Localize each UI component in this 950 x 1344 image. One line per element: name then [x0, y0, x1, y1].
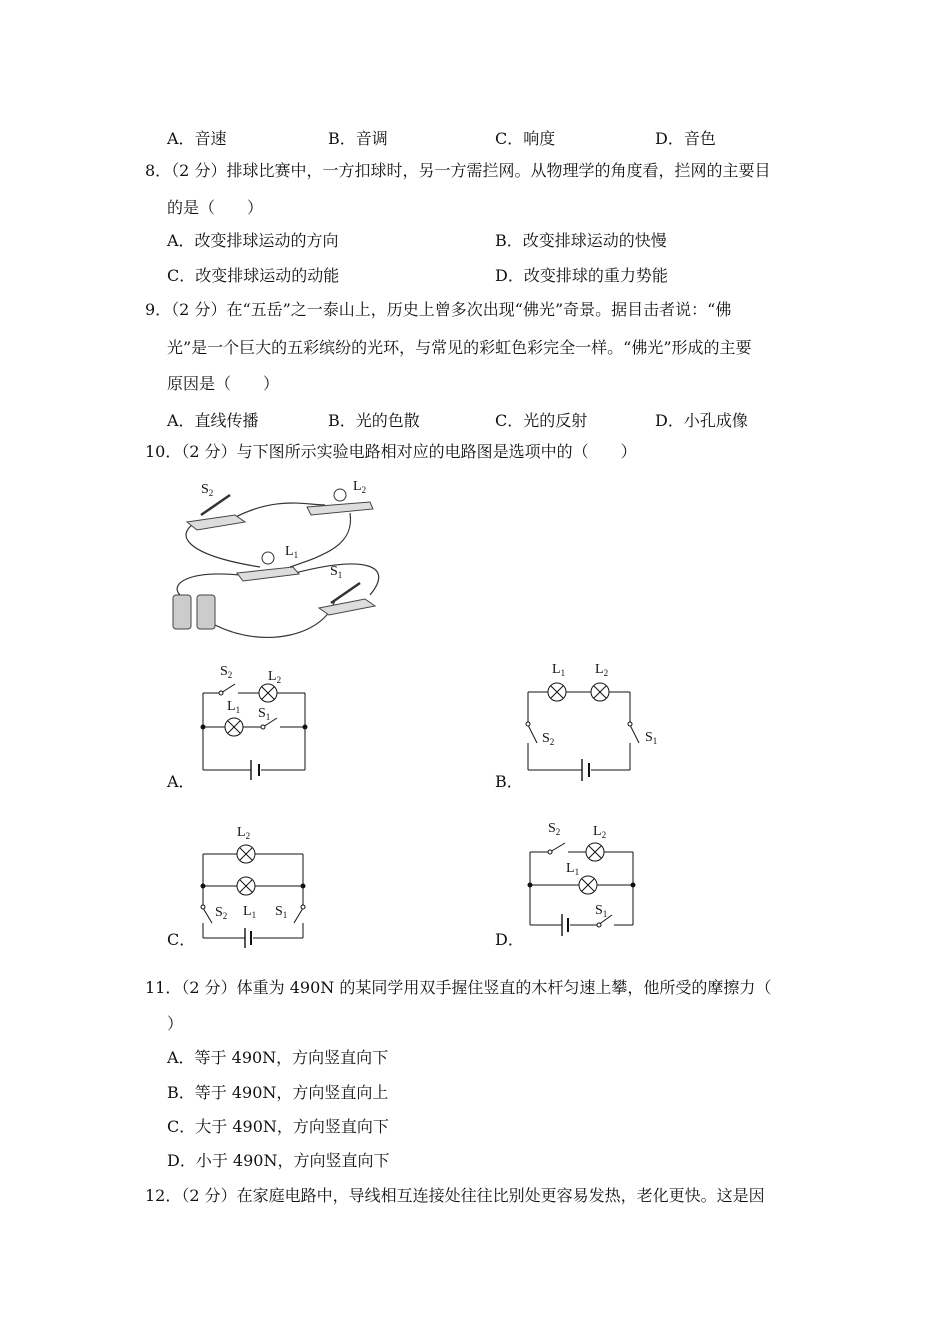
circuit-option-c [195, 820, 320, 945]
q7-option-c[interactable]: C．响度 [495, 129, 556, 148]
circuit-option-a [195, 660, 315, 775]
svg-text:S1: $S_1$ [595, 903, 608, 919]
q8-stem-line2: 的是（ ） [167, 198, 264, 217]
svg-text:S1: $S_1$ [258, 706, 271, 722]
svg-text:L2: $L_2$ [268, 669, 282, 685]
battery-icon [173, 595, 215, 629]
q8-option-d[interactable]: D．改变排球的重力势能 [495, 266, 668, 285]
q11-option-c[interactable]: C．大于 490N，方向竖直向下 [167, 1117, 389, 1136]
q8-option-a[interactable]: A．改变排球运动的方向 [167, 231, 339, 250]
q11-stem-line2: ） [167, 1014, 184, 1033]
bulb-icon [262, 552, 274, 564]
q9-stem-line3: 原因是（ ） [167, 374, 280, 393]
svg-text:S2: $S_2$ [201, 482, 214, 498]
q11-option-a[interactable]: A．等于 490N，方向竖直向下 [167, 1048, 389, 1067]
svg-text:S2: $S_2$ [542, 731, 555, 747]
q8-option-b[interactable]: B．改变排球运动的快慢 [495, 231, 667, 250]
q10-option-b-letter[interactable]: B． [495, 772, 523, 791]
q11-option-d[interactable]: D．小于 490N，方向竖直向下 [167, 1151, 390, 1170]
q7-option-a[interactable]: A．音速 [167, 129, 227, 148]
q10-option-a-letter[interactable]: A． [167, 772, 195, 791]
q10-option-d-letter[interactable]: D． [495, 930, 524, 949]
svg-text:S2: $S_2$ [220, 664, 233, 680]
q11-stem-line1: 11．（2 分）体重为 490N 的某同学用双手握住竖直的木杆匀速上攀，他所受的摩擦力（ [145, 978, 772, 997]
svg-text:L1: $L_1$ [552, 662, 566, 678]
q9-option-c[interactable]: C．光的反射 [495, 411, 588, 430]
q8-option-c[interactable]: C．改变排球运动的动能 [167, 266, 340, 285]
q8-stem-line1: 8．（2 分）排球比赛中，一方扣球时，另一方需拦网。从物理学的角度看，拦网的主要目 [145, 161, 771, 180]
svg-text:L1: $L_1$ [227, 699, 241, 715]
svg-text:L1: $L_1$ [285, 544, 299, 560]
q9-stem-line2: 光”是一个巨大的五彩缤纷的光环，与常见的彩虹色彩完全一样。“佛光”形成的主要 [167, 338, 752, 357]
q11-option-b[interactable]: B．等于 490N，方向竖直向上 [167, 1083, 389, 1102]
svg-text:L2: $L_2$ [593, 824, 607, 840]
q7-option-b[interactable]: B．音调 [328, 129, 388, 148]
bulb-icon [334, 489, 346, 501]
q9-option-b[interactable]: B．光的色散 [328, 411, 420, 430]
circuit-option-d [520, 815, 645, 940]
svg-text:L2: $L_2$ [353, 479, 367, 495]
q10-stem: 10．（2 分）与下图所示实验电路相对应的电路图是选项中的（ ） [145, 442, 637, 461]
svg-text:L1: $L_1$ [243, 904, 257, 920]
svg-text:S2: $S_2$ [215, 905, 228, 921]
q9-stem-line1: 9．（2 分）在“五岳”之一泰山上，历史上曾多次出现“佛光”奇景。据目击者说：“佛 [145, 300, 732, 319]
q12-stem-line1: 12．（2 分）在家庭电路中，导线相互连接处往往比别处更容易发热，老化更快。这是因 [145, 1186, 765, 1205]
q9-option-a[interactable]: A．直线传播 [167, 411, 259, 430]
physical-circuit-figure [165, 475, 395, 650]
svg-text:L2: $L_2$ [595, 662, 609, 678]
svg-text:S1: $S_1$ [330, 564, 343, 580]
svg-text:S1: $S_1$ [645, 730, 658, 746]
svg-text:S1: $S_1$ [275, 904, 288, 920]
q9-option-d[interactable]: D．小孔成像 [655, 411, 748, 430]
svg-text:S2: $S_2$ [548, 821, 561, 837]
q7-option-d[interactable]: D．音色 [655, 129, 716, 148]
svg-text:L1: $L_1$ [566, 861, 580, 877]
q10-option-c-letter[interactable]: C． [167, 930, 196, 949]
svg-text:L2: $L_2$ [237, 825, 251, 841]
circuit-option-b [520, 655, 670, 780]
